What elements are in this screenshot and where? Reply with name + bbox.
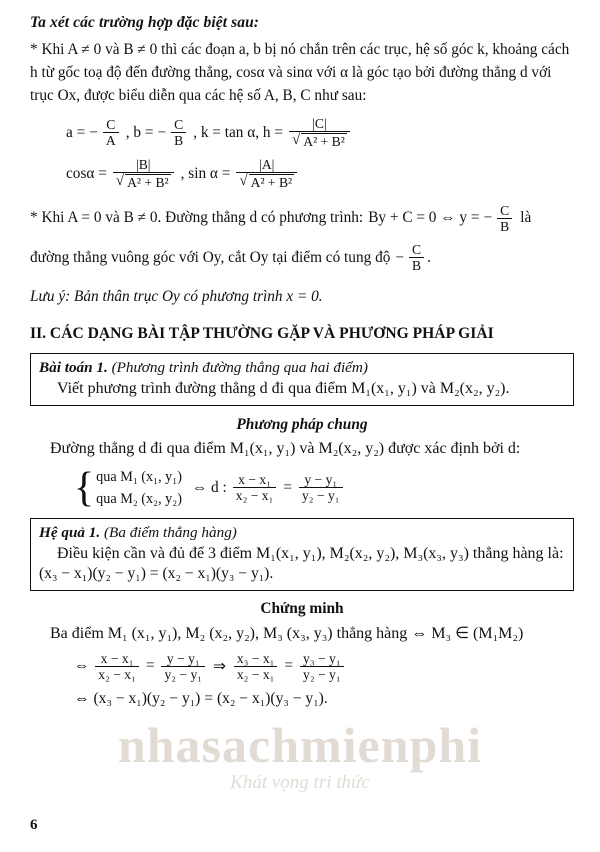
fraction-numerator: C: [500, 202, 510, 218]
watermark-sub: Khát vọng tri thức: [230, 772, 370, 793]
fraction-numerator: |C|: [312, 115, 327, 131]
fraction-c-over-b-3: [409, 242, 424, 273]
fraction-numerator: C: [174, 116, 184, 132]
fraction-denominator: y₂ − y₁: [161, 666, 205, 682]
fraction-p2-4: [300, 651, 344, 682]
fraction-numerator: C: [412, 242, 422, 258]
proof-line-1: Ba điểm M₁ (x₁, y₁), M₂ (x₂, y₂), M₃ (x₃, y₃) thẳng hàng ⇔ M₃ ∈ (M₁M₂): [50, 624, 524, 642]
note-line: Lưu ý: Bản thân trục Oy có phương trình x = 0.: [30, 287, 323, 305]
proof-line-3: ⇔ (x₃ − x₁)(y₂ − y₁) = (x₂ − x₁)(y₃ − y₁).: [74, 689, 328, 707]
problem-1-title-rest: (Phương trình đường thẳng qua hai điểm): [111, 358, 368, 376]
method-line: Đường thẳng d đi qua điểm M₁(x₁, y₁) và M₂(x₂, y₂) được xác định bởi d:: [50, 439, 521, 457]
case-2-line-2-text: đường thẳng vuông góc với Oy, cắt Oy tại điểm có tung độ: [30, 248, 391, 266]
fraction-numerator: C: [106, 116, 116, 132]
proof-op-1: ⇔: [74, 657, 90, 675]
formula-row-2: [66, 157, 574, 190]
formula-b-label: , b =: [125, 123, 154, 141]
corollary-1-title-rest: (Ba điểm thẳng hàng): [103, 523, 237, 541]
system-row-2: qua M₂ (x₂, y₂): [96, 490, 182, 507]
sqrt-body: A² + B²: [250, 175, 293, 191]
radical-icon: √: [115, 173, 125, 190]
corollary-1-title: [39, 524, 565, 542]
page-number: 6: [30, 817, 38, 833]
fraction-numerator: y₃ − y₁: [303, 650, 341, 666]
system-rows: [96, 466, 182, 510]
case-2-minus: −: [483, 209, 493, 227]
fraction-p2-3: [234, 651, 278, 682]
formula-row-1: [66, 116, 574, 149]
proof-heading: Chứng minh: [260, 599, 344, 617]
left-brace-icon: {: [74, 464, 95, 511]
proof-line-2: [74, 651, 574, 682]
equals-sign: =: [283, 478, 292, 496]
corollary-1-box: [30, 518, 574, 591]
formula-k-h-label: , k = tan α, h =: [193, 123, 284, 141]
period: .: [427, 248, 431, 266]
fraction-numerator: y − y₁: [166, 650, 200, 666]
system-row-1: qua M₁ (x₁, y₁): [96, 468, 182, 485]
fraction-numerator: x₃ − x₁: [236, 650, 275, 666]
fraction-c-over-a: [103, 117, 119, 148]
fraction-y-terms: [299, 472, 343, 503]
system-equation-row: [74, 466, 574, 510]
intro-heading: Ta xét các trường hợp đặc biệt sau:: [30, 14, 260, 31]
sqrt-body: A² + B²: [303, 134, 345, 150]
fraction-numerator: x − x₁: [238, 471, 271, 487]
fraction-denominator: B: [497, 218, 512, 234]
equals-sign-2: =: [284, 657, 294, 675]
formula-a-label: a =: [66, 123, 86, 141]
corollary-1-body: Điều kiện cần và đủ để 3 điểm M₁(x₁, y₁), M₂(x₂, y₂), M₃(x₃, y₃) thẳng hàng là:: [57, 544, 564, 562]
formula-a-minus: −: [89, 123, 98, 141]
radical-icon: √: [239, 173, 248, 190]
corollary-1-equation: (x₃ − x₁)(y₂ − y₁) = (x₂ − x₁)(y₃ − y₁).: [39, 564, 274, 582]
fraction-denominator: y₂ − y₁: [300, 666, 344, 682]
fraction-cos: [113, 157, 174, 190]
section-2-title: II. CÁC DẠNG BÀI TẬP THƯỜNG GẶP VÀ PHƯƠNG PHÁP GIẢI: [30, 324, 494, 342]
case-1-paragraph: * Khi A ≠ 0 và B ≠ 0 thì các đoạn a, b bị nó chắn trên các trục, hệ số góc k, khoảng cách h từ gốc toạ độ đến đường thẳng, cosα và sinα với α là góc tạo bởi đường thẳng d với trục Ox, được biểu diễn qua các hệ số A, B, C như sau:: [30, 41, 570, 104]
fraction-denominator: [113, 172, 174, 190]
case-2-text: * Khi A = 0 và B ≠ 0. Đường thẳng d có phương trình:: [30, 209, 364, 227]
formula-b-minus: −: [157, 123, 167, 141]
fraction-c-over-b-2: [497, 203, 512, 234]
problem-1-title: [39, 359, 565, 377]
radical-icon: √: [292, 132, 301, 149]
system-result-prefix: ⇔ d :: [191, 478, 227, 496]
case-2-equation: By + C = 0 ⇔ y =: [368, 209, 480, 227]
case-2-line-2-minus: −: [395, 248, 405, 266]
fraction-numerator: |B|: [135, 157, 151, 173]
method-heading: Phương pháp chung: [236, 415, 368, 433]
sqrt-expression: [292, 133, 347, 149]
problem-1-body: Viết phương trình đường thẳng d đi qua điểm M₁(x₁, y₁) và M₂(x₂, y₂).: [57, 379, 510, 397]
fraction-sin: [236, 157, 297, 190]
fraction-denominator: x₂ − x₁: [233, 487, 277, 503]
fraction-x-terms: [233, 472, 277, 503]
problem-1-box: [30, 353, 574, 406]
watermark: [0, 717, 600, 794]
system-braced: [74, 466, 182, 510]
sqrt-expression: [239, 174, 294, 190]
fraction-p2-1: [95, 651, 139, 682]
fraction-denominator: A: [103, 132, 119, 148]
watermark-main: nhasachmienphi: [117, 717, 483, 773]
fraction-h: [289, 116, 350, 149]
case-2-tail: là: [520, 209, 532, 227]
sqrt-expression: [116, 174, 171, 190]
fraction-denominator: B: [409, 257, 424, 273]
fraction-p2-2: [161, 651, 205, 682]
case-2-line-2: [30, 242, 574, 273]
formula-cos-label: cosα =: [66, 164, 107, 182]
fraction-numerator: y − y₁: [304, 471, 338, 487]
fraction-denominator: [236, 172, 297, 190]
fraction-denominator: B: [171, 132, 186, 148]
case-2-line-1: [30, 203, 574, 234]
equals-sign-1: =: [145, 657, 155, 675]
fraction-numerator: x − x₁: [100, 650, 134, 666]
fraction-c-over-b: [171, 117, 186, 148]
fraction-denominator: x₂ − x₁: [234, 666, 278, 682]
sqrt-body: A² + B²: [127, 175, 169, 191]
problem-1-title-bold: Bài toán 1.: [39, 358, 108, 376]
formula-sin-label: , sin α =: [180, 164, 231, 182]
fraction-denominator: [289, 131, 350, 149]
corollary-1-title-bold: Hệ quả 1.: [39, 523, 101, 541]
implies-arrow: ⇒: [213, 657, 226, 675]
fraction-numerator: |A|: [259, 157, 275, 173]
fraction-denominator: y₂ − y₁: [299, 487, 343, 503]
fraction-denominator: x₂ − x₁: [95, 666, 139, 682]
